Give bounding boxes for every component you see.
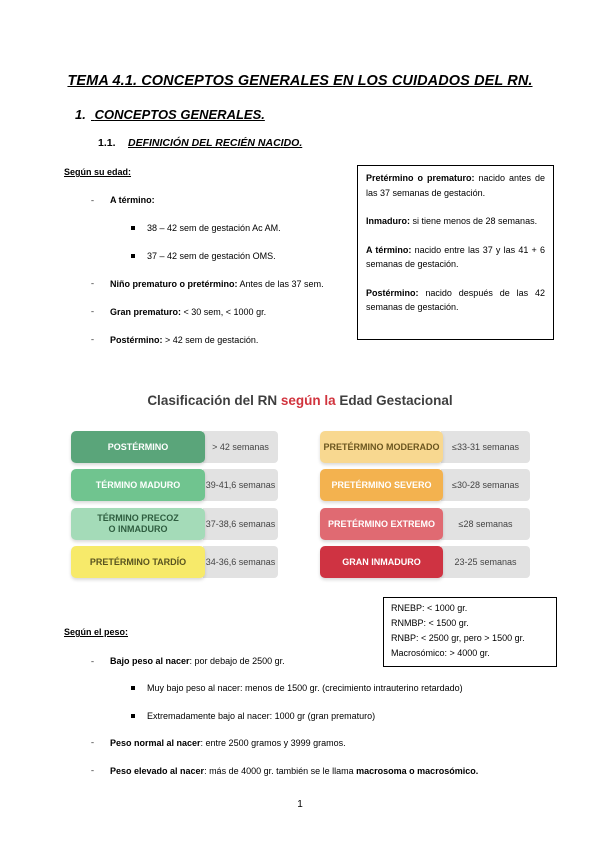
peso-normal-text: : entre 2500 gramos y 3999 gramos. [200,738,346,748]
peso-elevado-bold: Peso elevado al nacer [110,766,205,776]
def-inmaduro-text: si tiene menos de 28 semanas. [410,216,538,226]
gran-prematuro-item [110,306,266,318]
subsection-number: 1.1. [98,137,116,149]
peso-box-line: Macrosómico: > 4000 gr. [391,648,490,658]
section-heading [75,107,265,122]
prematuro-text: Antes de las 37 sem. [237,279,324,289]
classification-value: 37-38,6 semanas [203,508,278,540]
dash-bullet: ˍ [91,734,94,744]
bajo-peso-bullet-2: Extremadamente bajo al nacer: 1000 gr (gran prematuro) [147,711,376,721]
bajo-peso-bullet-1: Muy bajo peso al nacer: menos de 1500 gr. (crecimiento intrauterino retardado) [147,683,463,693]
peso-elevado-bold2: macrosoma o macrosómico. [356,766,479,776]
classification-value: 39-41,6 semanas [203,469,278,501]
edad-heading: Según su edad: [64,167,132,177]
square-bullet-icon [131,686,135,690]
classification-label: TÉRMINO MADURO [71,469,205,501]
classification-value: ≤30-28 semanas [441,469,530,501]
dash-bullet: ˍ [91,192,94,202]
postermino-text: > 42 sem de gestación. [162,335,259,345]
dash-bullet: ˍ [91,762,94,772]
def-pretermino-text: nacido antes de las 37 semanas de gestación. [366,173,545,198]
def-pretermino [366,171,545,200]
a-termino-label: A término: [110,195,155,205]
def-postermino-bold: Postérmino: [366,287,419,298]
def-pretermino-bold: Pretérmino o prematuro: [366,173,475,183]
dash-bullet: ˍ [91,275,94,285]
subsection-label: DEFINICIÓN DEL RECIÉN NACIDO. [128,137,303,149]
definitions-box [357,165,554,340]
a-termino-bullet-1: 38 – 42 sem de gestación Ac AM. [147,223,281,233]
page-number: 1 [297,799,303,810]
a-termino-bullet-2: 37 – 42 sem de gestación OMS. [147,251,276,261]
figure-title-c: Edad Gestacional [339,393,453,408]
postermino-item [110,334,258,346]
dash-bullet: ˍ [91,653,94,663]
bajo-peso-bold: Bajo peso al nacer [110,656,190,666]
prematuro-bold: Niño prematuro o pretérmino: [110,279,238,289]
classification-value: > 42 semanas [203,431,278,463]
peso-elevado-text: : más de 4000 gr. también se le llama [204,766,357,776]
def-postermino [366,286,545,315]
classification-label: GRAN INMADURO [320,546,443,578]
classification-value: 23-25 semanas [441,546,530,578]
classification-label: PRETÉRMINO MODERADO [320,431,443,463]
def-postermino-text: nacido después de las 42 semanas de gestación. [366,287,545,312]
peso-box-line: RNBP: < 2500 gr, pero > 1500 gr. [391,633,525,643]
prematuro-item [110,278,324,290]
def-inmaduro-bold: Inmaduro: [366,216,410,226]
bajo-peso-text: : por debajo de 2500 gr. [189,656,285,666]
peso-elevado-item [110,765,478,777]
section-number: 1. [75,107,86,122]
classification-value: ≤33-31 semanas [441,431,530,463]
postermino-bold: Postérmino: [110,335,163,345]
dash-bullet: ˍ [91,331,94,341]
dash-bullet: ˍ [91,303,94,313]
def-a-termino [366,243,545,272]
figure-title-a: Clasificación del RN [147,393,278,408]
figure-title-b: según la [277,393,340,408]
def-a-termino-text: nacido entre las 37 y las 41 + 6 semanas de gestación. [366,244,545,269]
peso-heading: Según el peso: [64,627,129,637]
section-label: CONCEPTOS GENERALES. [94,107,265,122]
classification-value: 34-36,6 semanas [203,546,278,578]
gran-prematuro-bold: Gran prematuro: [110,307,182,317]
peso-normal-bold: Peso normal al nacer [110,738,201,748]
classification-value: ≤28 semanas [441,508,530,540]
classification-label: TÉRMINO PRECOZ O INMADURO [71,508,205,540]
classification-label: PRETÉRMINO SEVERO [320,469,443,501]
def-inmaduro [366,214,545,229]
figure-title [0,393,600,408]
classification-label: PRETÉRMINO TARDÍO [71,546,205,578]
peso-normal-item [110,737,346,749]
def-a-termino-bold: A término: [366,244,412,255]
classification-label: PRETÉRMINO EXTREMO [320,508,443,540]
gran-prematuro-text: < 30 sem, < 1000 gr. [181,307,267,317]
square-bullet-icon [131,714,135,718]
square-bullet-icon [131,226,135,230]
peso-box-line: RNMBP: < 1500 gr. [391,618,469,628]
a-termino-item [110,194,155,206]
classification-label: POSTÉRMINO [71,431,205,463]
peso-box-line: RNEBP: < 1000 gr. [391,603,468,613]
bajo-peso-item [110,655,285,667]
peso-box [383,597,557,667]
subsection-heading [98,137,302,149]
page-title: TEMA 4.1. CONCEPTOS GENERALES EN LOS CUIDADOS DEL RN. [67,73,533,89]
square-bullet-icon [131,254,135,258]
